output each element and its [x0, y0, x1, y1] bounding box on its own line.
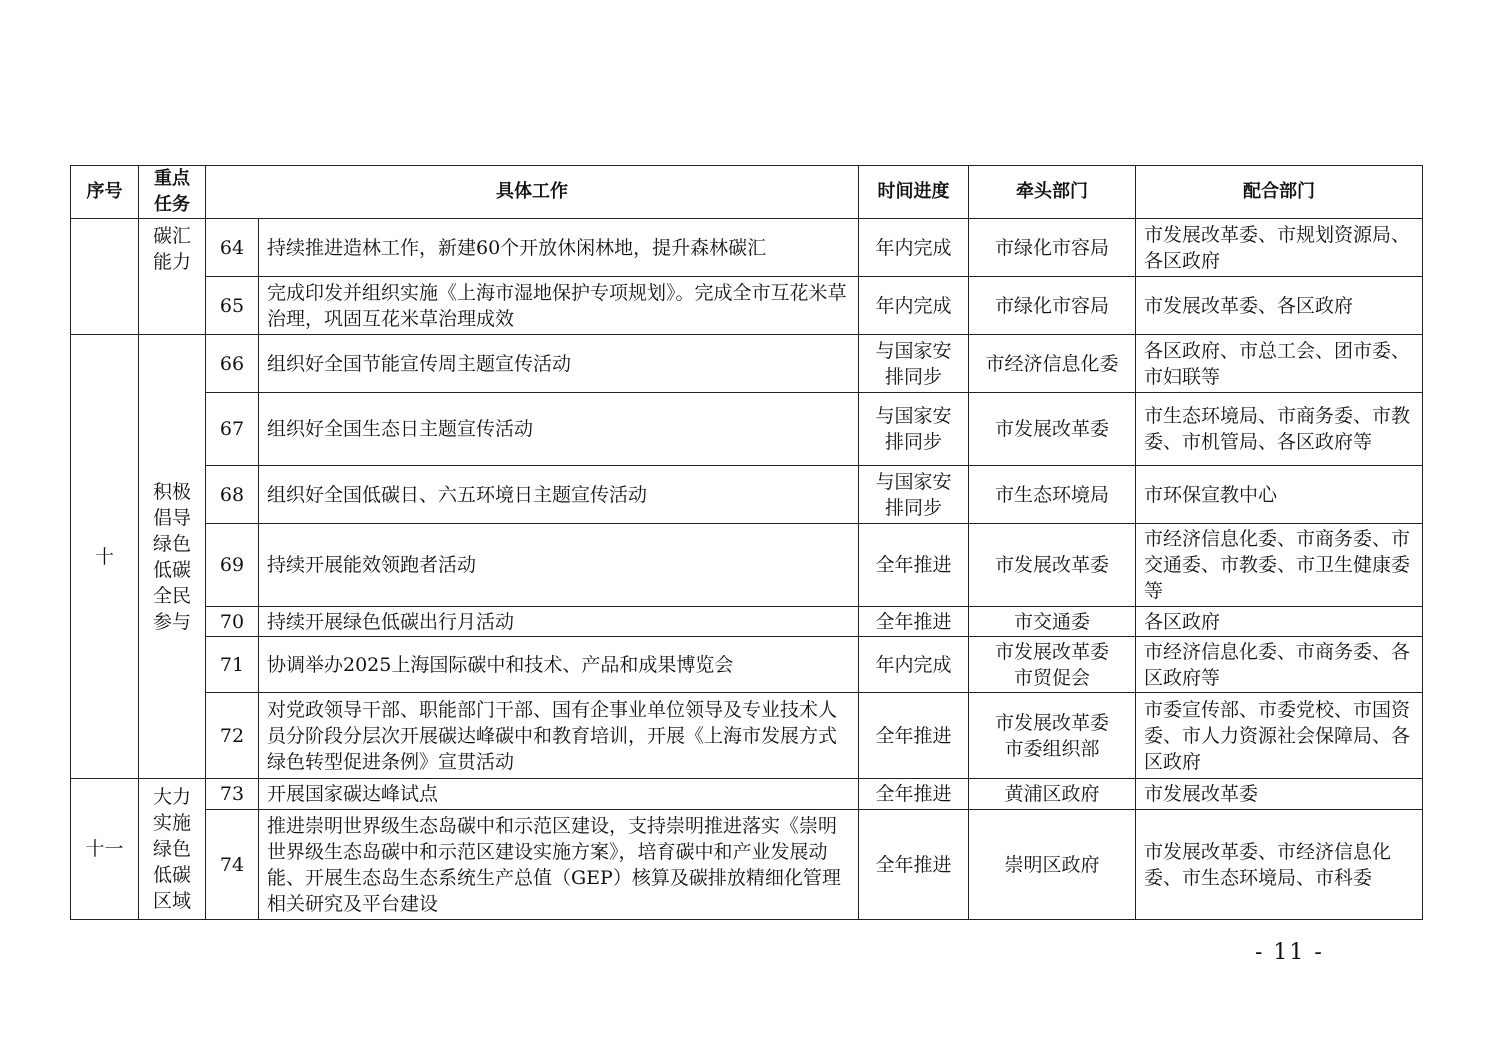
row-lead: 市绿化市容局: [969, 219, 1136, 277]
row-work: 推进崇明世界级生态岛碳中和示范区建设，支持崇明推进落实《崇明世界级生态岛碳中和示范区建设实施方案》，培育碳中和产业发展动能、开展生态岛生态系统生产总值（GEP）核算及碳排放精细化管理相关研究及平台建设: [259, 810, 859, 920]
row-no: 65: [206, 277, 259, 335]
row-coop: 各区政府、市总工会、团市委、市妇联等: [1136, 335, 1423, 393]
row-no: 71: [206, 637, 259, 693]
header-row: [71, 166, 1423, 219]
table-row: [71, 779, 1423, 810]
row-work: 协调举办2025上海国际碳中和技术、产品和成果博览会: [259, 637, 859, 693]
row-no: 73: [206, 779, 259, 810]
header-lead: 牵头部门: [969, 166, 1136, 219]
group-task: 碳汇能力: [139, 219, 206, 335]
header-coop: 配合部门: [1136, 166, 1423, 219]
row-coop: 市发展改革委: [1136, 779, 1423, 810]
row-coop: 市生态环境局、市商务委、市教委、市机管局、各区政府等: [1136, 393, 1423, 466]
row-lead: 市发展改革委 市委组织部: [969, 693, 1136, 779]
table-row: [71, 466, 1423, 524]
group-seq: 十一: [71, 779, 139, 920]
task-table: [70, 165, 1423, 920]
row-time: 与国家安排同步: [859, 335, 969, 393]
row-no: 66: [206, 335, 259, 393]
row-lead: 市发展改革委: [969, 393, 1136, 466]
row-coop: 各区政府: [1136, 607, 1423, 637]
row-coop: 市经济信息化委、市商务委、市交通委、市教委、市卫生健康委等: [1136, 524, 1423, 607]
row-no: 69: [206, 524, 259, 607]
table-row: [71, 393, 1423, 466]
row-coop: 市环保宣教中心: [1136, 466, 1423, 524]
row-time: 年内完成: [859, 277, 969, 335]
row-lead: 黄浦区政府: [969, 779, 1136, 810]
row-time: 全年推进: [859, 524, 969, 607]
row-coop: 市发展改革委、各区政府: [1136, 277, 1423, 335]
row-work: 对党政领导干部、职能部门干部、国有企事业单位领导及专业技术人员分阶段分层次开展碳达峰碳中和教育培训，开展《上海市发展方式绿色转型促进条例》宣贯活动: [259, 693, 859, 779]
row-work: 组织好全国节能宣传周主题宣传活动: [259, 335, 859, 393]
group-task: 大力实施绿色低碳区域: [139, 779, 206, 920]
row-no: 70: [206, 607, 259, 637]
table-row: [71, 810, 1423, 920]
header-time: 时间进度: [859, 166, 969, 219]
row-lead: 市经济信息化委: [969, 335, 1136, 393]
row-work: 开展国家碳达峰试点: [259, 779, 859, 810]
row-time: 与国家安排同步: [859, 466, 969, 524]
row-lead: 市发展改革委 市贸促会: [969, 637, 1136, 693]
row-time: 全年推进: [859, 607, 969, 637]
row-no: 68: [206, 466, 259, 524]
row-time: 全年推进: [859, 693, 969, 779]
row-coop: 市发展改革委、市规划资源局、各区政府: [1136, 219, 1423, 277]
table-row: [71, 335, 1423, 393]
row-work: 完成印发并组织实施《上海市湿地保护专项规划》。完成全市互花米草治理，巩固互花米草治理成效: [259, 277, 859, 335]
row-coop: 市经济信息化委、市商务委、各区政府等: [1136, 637, 1423, 693]
row-no: 64: [206, 219, 259, 277]
row-time: 全年推进: [859, 810, 969, 920]
row-no: 72: [206, 693, 259, 779]
row-no: 67: [206, 393, 259, 466]
table-row: [71, 637, 1423, 693]
row-time: 年内完成: [859, 637, 969, 693]
table-row: [71, 219, 1423, 277]
row-coop: 市发展改革委、市经济信息化委、市生态环境局、市科委: [1136, 810, 1423, 920]
row-lead: 市发展改革委: [969, 524, 1136, 607]
row-no: 74: [206, 810, 259, 920]
row-work: 持续开展绿色低碳出行月活动: [259, 607, 859, 637]
table-row: [71, 693, 1423, 779]
row-work: 持续推进造林工作，新建60个开放休闲林地，提升森林碳汇: [259, 219, 859, 277]
row-time: 与国家安排同步: [859, 393, 969, 466]
header-seq: 序号: [71, 166, 139, 219]
row-time: 全年推进: [859, 779, 969, 810]
table-row: [71, 607, 1423, 637]
row-lead: 市交通委: [969, 607, 1136, 637]
row-lead: 市绿化市容局: [969, 277, 1136, 335]
row-work: 组织好全国生态日主题宣传活动: [259, 393, 859, 466]
header-task: 重点任务: [139, 166, 206, 219]
page-number: - 11 -: [1255, 940, 1324, 965]
row-work: 组织好全国低碳日、六五环境日主题宣传活动: [259, 466, 859, 524]
row-work: 持续开展能效领跑者活动: [259, 524, 859, 607]
row-lead: 崇明区政府: [969, 810, 1136, 920]
row-lead: 市生态环境局: [969, 466, 1136, 524]
row-time: 年内完成: [859, 219, 969, 277]
table-row: [71, 277, 1423, 335]
row-coop: 市委宣传部、市委党校、市国资委、市人力资源社会保障局、各区政府: [1136, 693, 1423, 779]
table-row: [71, 524, 1423, 607]
group-seq: 十: [71, 335, 139, 779]
header-work: 具体工作: [206, 166, 859, 219]
group-seq: [71, 219, 139, 335]
group-task: 积极倡导绿色低碳全民参与: [139, 335, 206, 779]
